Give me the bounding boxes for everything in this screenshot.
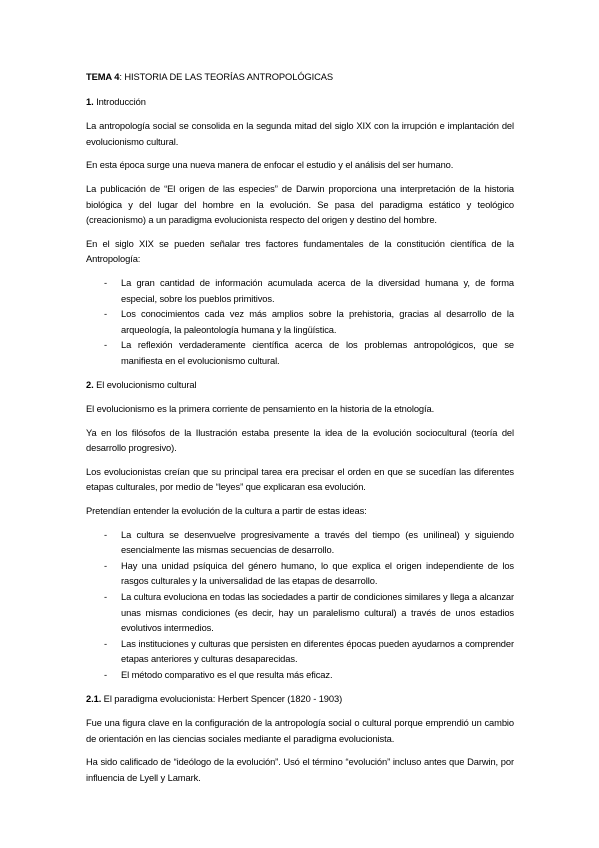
bullet-list: [86, 528, 514, 684]
paragraph: El evolucionismo es la primera corriente de pensamiento en la historia de la etnología.: [86, 404, 435, 415]
title-text: : HISTORIA DE LAS TEORÍAS ANTROPOLÓGICAS: [119, 72, 334, 82]
bullet-dash: -: [104, 309, 108, 320]
list-item-text: Los conocimientos cada vez más amplios sobre la prehistoria, gracias al desarrollo de la arqueología, la paleontología humana y la lingüística.: [121, 309, 514, 335]
list-item: [86, 668, 514, 684]
bullet-dash: -: [104, 592, 108, 603]
bullet-dash: -: [104, 340, 108, 351]
section-heading-evolucionismo: [86, 378, 514, 394]
section-title: El evolucionismo cultural: [93, 379, 197, 390]
document-body: [86, 70, 514, 795]
bullet-dash: -: [104, 670, 108, 680]
section-heading-introduccion: [86, 95, 514, 111]
paragraph: La publicación de “El origen de las especies” de Darwin proporciona una interpretación de la historia biológica y del lugar del hombre en la evolución. Se pasa del paradigma estático y teológico (creacionismo) a un paradigma evolucionista respecto del origen y destino del hombre.: [86, 183, 514, 226]
bullet-dash: -: [104, 277, 108, 288]
list-item-text: Hay una unidad psíquica del género humano, lo que explica el origen independiente de los rasgos culturales y la universalidad de las etapas de desarrollo.: [121, 560, 514, 587]
list-item-text: La cultura se desenvuelve progresivamente a través del tiempo (es unilineal) y siguiendo esencialmente las mismas secuencias de desarrollo.: [121, 529, 514, 556]
list-item: [86, 338, 514, 369]
section-title: El paradigma evolucionista: Herbert Spencer (1820 - 1903): [101, 693, 343, 704]
section-number: 2.: [86, 379, 94, 390]
section-number: 1.: [86, 96, 94, 107]
list-item-text: La reflexión verdaderamente científica acerca de los problemas antropológicos, que se manifiesta en el evolucionismo cultural.: [121, 340, 514, 366]
list-item: [86, 307, 514, 338]
bullet-dash: -: [104, 529, 108, 540]
list-item: [86, 559, 514, 590]
section-heading-spencer: [86, 692, 514, 708]
document-title: [86, 70, 514, 86]
list-item: [86, 528, 514, 559]
list-item: [86, 590, 514, 637]
list-item: [86, 637, 514, 668]
paragraph: Fue una figura clave en la configuración de la antropología social o cultural porque emprendió un cambio de orientación en las ciencias sociales mediante el paradigma evolucionista.: [86, 718, 514, 744]
section-title: Introducción: [93, 96, 146, 107]
title-label: TEMA 4: [86, 72, 120, 82]
list-item-text: Las instituciones y culturas que persisten en diferentes épocas pueden ayudarnos a comprender etapas anteriores y culturas desaparecidas.: [121, 638, 514, 665]
paragraph: En esta época surge una nueva manera de enfocar el estudio y el análisis del ser humano.: [86, 160, 454, 171]
paragraph: La antropología social se consolida en la segunda mitad del siglo XIX con la irrupción e implantación del evolucionismo cultural.: [86, 121, 514, 147]
bullet-dash: -: [104, 560, 108, 571]
paragraph: Ya en los filósofos de la Ilustración estaba presente la idea de la evolución sociocultural (teoría del desarrollo progresivo).: [86, 427, 514, 454]
paragraph: Ha sido calificado de “ideólogo de la evolución”. Usó el término “evolución” incluso antes que Darwin, por influencia de Lyell y Lamark.: [86, 757, 514, 783]
bullet-dash: -: [104, 638, 108, 649]
bullet-list: [86, 276, 514, 370]
paragraph: En el siglo XIX se pueden señalar tres factores fundamentales de la constitución científica de la Antropología:: [86, 238, 514, 265]
section-number: 2.1.: [86, 693, 102, 704]
paragraph: Pretendían entender la evolución de la cultura a partir de estas ideas:: [86, 506, 367, 517]
paragraph: Los evolucionistas creían que su principal tarea era precisar el orden en que se sucedían las diferentes etapas culturales, por medio de “leyes” que explicaran esa evolución.: [86, 466, 514, 493]
list-item: [86, 276, 514, 307]
list-item-text: El método comparativo es el que resulta más eficaz.: [121, 670, 333, 680]
list-item-text: La cultura evoluciona en todas las sociedades a partir de condiciones similares y llega a alcanzar unas mismas condiciones (es decir, hay un paralelismo cultural) a través de unos estadios evolutivos intermedios.: [121, 592, 514, 634]
list-item-text: La gran cantidad de información acumulada acerca de la diversidad humana y, de forma especial, sobre los pueblos primitivos.: [121, 277, 514, 304]
